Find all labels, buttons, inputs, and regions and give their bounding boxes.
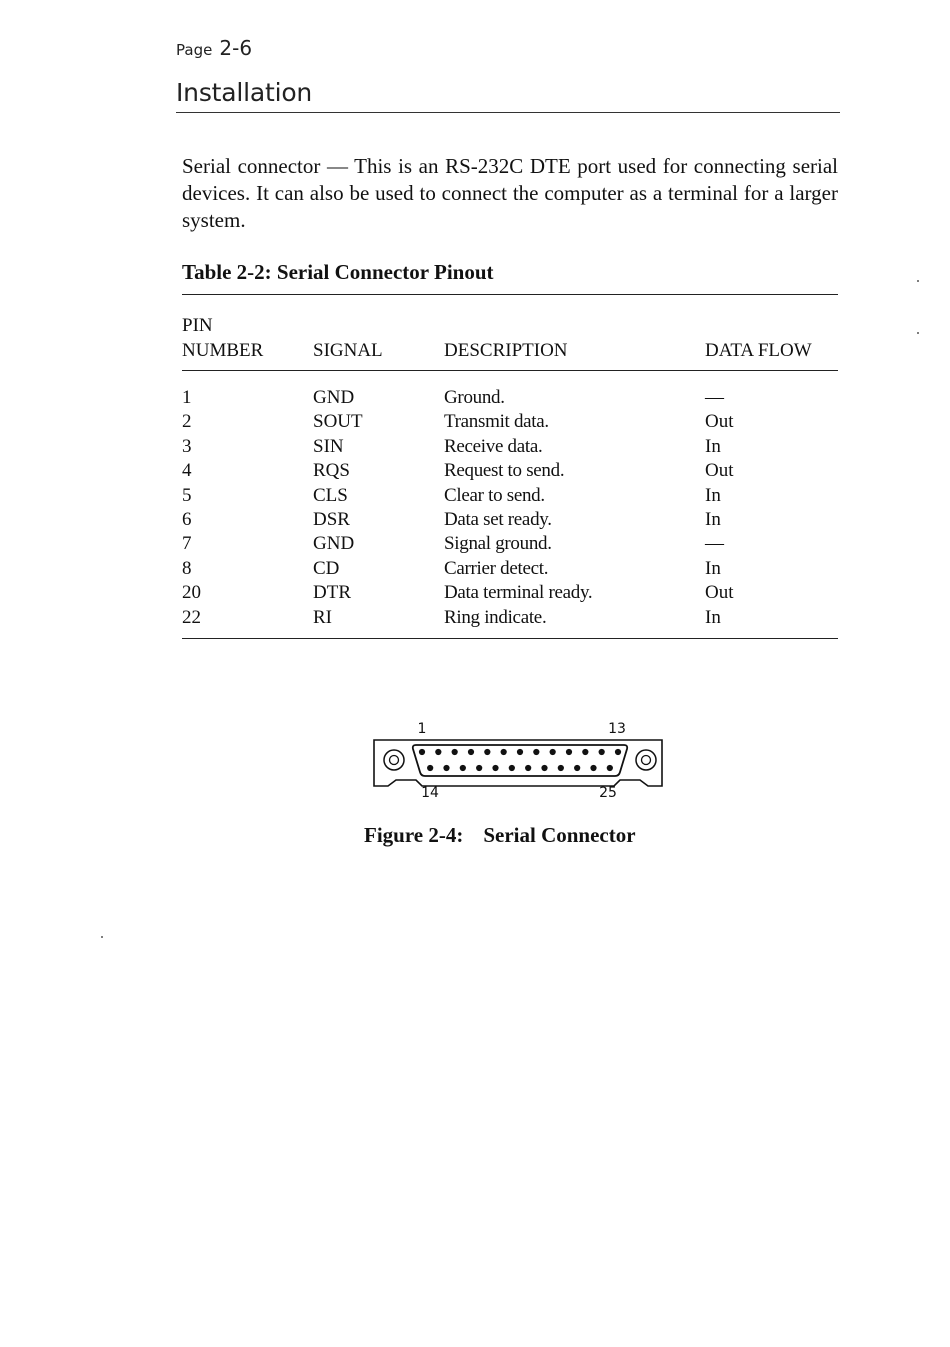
mounting-screw-right-inner: [642, 756, 651, 765]
header-data-flow: DATA FLOW: [705, 340, 812, 361]
cell-flow: In: [705, 557, 721, 579]
cell-flow: Out: [705, 411, 734, 433]
table-caption: Table 2-2: Serial Connector Pinout: [182, 260, 494, 284]
mounting-screw-right: [636, 750, 656, 770]
cell-description: Clear to send.: [444, 484, 545, 506]
cell-signal: DTR: [313, 582, 351, 604]
connector-pin: [460, 765, 466, 771]
cell-flow: —: [705, 387, 724, 408]
pin-label-14: 14: [421, 785, 439, 801]
cell-pin: 8: [182, 557, 192, 579]
table-row: [182, 581, 838, 605]
cell-signal: GND: [313, 533, 355, 555]
connector-pin: [599, 749, 605, 755]
scan-speck: [917, 280, 919, 282]
cell-description: Data terminal ready.: [444, 582, 593, 604]
cell-flow: In: [705, 508, 721, 530]
header-pin-line2: NUMBER: [182, 340, 264, 361]
connector-pin: [582, 749, 588, 755]
page-number: 2-6: [219, 36, 253, 60]
scan-speck: [917, 332, 919, 334]
table-row: [182, 435, 838, 459]
table-row: [182, 484, 838, 508]
cell-pin: 3: [182, 435, 192, 457]
connector-pin: [541, 765, 547, 771]
cell-signal: RQS: [313, 460, 350, 482]
cell-description: Ring indicate.: [444, 606, 547, 628]
cell-pin: 5: [182, 484, 192, 506]
cell-description: Request to send.: [444, 460, 565, 482]
connector-pin: [590, 765, 596, 771]
section-title: Installation: [176, 78, 313, 107]
cell-flow: In: [705, 435, 721, 457]
cell-signal: SIN: [313, 435, 344, 457]
connector-pin: [550, 749, 556, 755]
table-row: [182, 386, 838, 410]
connector-pin: [533, 749, 539, 755]
connector-pin: [452, 749, 458, 755]
page-number-label: [176, 36, 252, 60]
cell-flow: Out: [705, 582, 734, 604]
connector-pin: [492, 765, 498, 771]
cell-pin: 6: [182, 508, 192, 530]
pin-label-1: 1: [417, 721, 427, 737]
cell-description: Data set ready.: [444, 508, 552, 530]
figure-caption: [364, 823, 636, 848]
pin-label-13: 13: [608, 721, 626, 737]
cell-pin: 2: [182, 411, 192, 433]
cell-signal: SOUT: [313, 411, 363, 433]
connector-pin: [574, 765, 580, 771]
table-bottom-rule: [182, 638, 838, 639]
header-pin-line1: PIN: [182, 315, 213, 336]
table-row: [182, 557, 838, 581]
cell-signal: CD: [313, 557, 340, 579]
cell-flow: In: [705, 484, 721, 506]
table-row: [182, 606, 838, 630]
connector-pin: [558, 765, 564, 771]
header-signal: SIGNAL: [313, 340, 383, 361]
cell-pin: 20: [182, 582, 201, 604]
connector-pin: [607, 765, 613, 771]
cell-flow: —: [705, 533, 724, 555]
cell-description: Transmit data.: [444, 411, 549, 433]
connector-pin: [566, 749, 572, 755]
connector-pin: [419, 749, 425, 755]
connector-pin: [435, 749, 441, 755]
cell-description: Carrier detect.: [444, 557, 549, 579]
figure-title: Serial Connector: [483, 823, 636, 847]
header-description: DESCRIPTION: [444, 340, 568, 361]
connector-pin: [443, 765, 449, 771]
cell-signal: DSR: [313, 508, 350, 530]
cell-pin: 22: [182, 606, 201, 628]
db25-connector-diagram: [370, 718, 666, 802]
cell-pin: 1: [182, 387, 192, 408]
connector-pins: [419, 749, 621, 771]
connector-pin: [501, 749, 507, 755]
cell-description: Signal ground.: [444, 533, 552, 555]
connector-pin: [615, 749, 621, 755]
cell-flow: Out: [705, 460, 734, 482]
connector-pin: [517, 749, 523, 755]
table-header-rule: [182, 370, 838, 371]
connector-pin: [427, 765, 433, 771]
cell-flow: In: [705, 606, 721, 628]
mounting-screw-left: [384, 750, 404, 770]
page-word: Page: [176, 41, 213, 59]
pin-label-25: 25: [599, 785, 617, 801]
cell-pin: 4: [182, 460, 192, 482]
table-row: [182, 410, 838, 434]
cell-signal: RI: [313, 606, 332, 628]
table-row: [182, 532, 838, 556]
cell-description: Receive data.: [444, 435, 543, 457]
table-row: [182, 508, 838, 532]
table-top-rule: [182, 294, 838, 295]
intro-paragraph: Serial connector — This is an RS-232C DTE port used for connecting serial devices. It can also be used to connect the computer as a terminal for a larger system.: [182, 154, 838, 232]
table-body: [182, 386, 838, 630]
cell-signal: GND: [313, 387, 355, 408]
table-row: [182, 459, 838, 483]
connector-pin: [525, 765, 531, 771]
cell-description: Ground.: [444, 387, 505, 408]
connector-pin: [484, 749, 490, 755]
connector-pin: [468, 749, 474, 755]
connector-pin: [509, 765, 515, 771]
mounting-screw-left-inner: [390, 756, 399, 765]
connector-pin: [476, 765, 482, 771]
cell-signal: CLS: [313, 484, 348, 506]
scan-speck: [101, 936, 103, 938]
figure-number: Figure 2-4:: [364, 823, 464, 847]
cell-pin: 7: [182, 533, 192, 555]
title-divider: [176, 112, 840, 113]
